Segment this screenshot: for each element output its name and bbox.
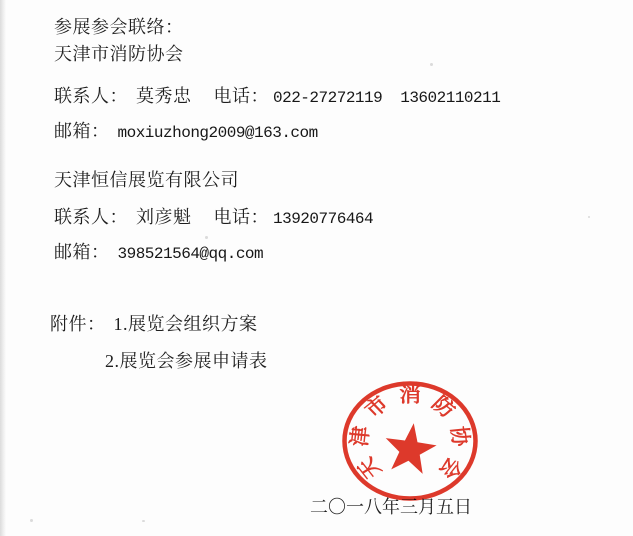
org1-phone-secondary: 13602110211 [400,89,501,107]
org1-name: 天津市消防协会 [54,44,184,64]
org1-phone-label: 电话： [213,86,269,106]
scan-speck [205,236,208,239]
document-date: 二〇一八年三月五日 [310,497,472,517]
attachments-line-2 [105,351,268,372]
seal-char-3: 市 [359,391,393,423]
org1-email: moxiuzhong2009@163.com [117,124,318,142]
official-seal [332,371,488,515]
scan-speck [588,216,590,218]
org1-email-label: 邮箱： [54,121,110,141]
heading-text: 参展参会联络： [54,17,184,37]
attachment-item-1: 1.展览会组织方案 [113,314,258,334]
org1-contact-line [54,86,500,107]
scan-speck [430,63,433,66]
scan-edge-shading [0,0,6,536]
org2-email-label: 邮箱： [54,242,110,262]
org1-email-line [54,121,318,142]
scan-speck [30,519,33,522]
attachments-line-1 [50,314,258,335]
seal-char-1: 天 [352,453,386,483]
red-star-icon [382,420,440,476]
scan-speck [142,520,145,522]
org1-name-line [54,44,184,65]
seal-char-4: 消 [399,383,421,407]
org2-phone-label: 电话： [213,207,269,227]
seal-char-2: 津 [346,425,374,448]
org2-email-line [54,242,263,263]
org1-contact-label: 联系人： [54,86,128,106]
org2-email: 398521564@qq.com [117,245,264,263]
org2-contact-name: 刘彦魁 [136,207,192,227]
org2-name-line [54,170,239,191]
seal-char-6: 协 [446,425,474,448]
seal-char-7: 会 [434,453,468,483]
org1-contact-name: 莫秀忠 [136,86,192,106]
contact-section-heading [54,17,184,38]
org2-phone-primary: 13920776464 [273,210,374,228]
org2-contact-label: 联系人： [54,207,128,227]
org1-phone-primary: 022-27272119 [273,89,383,107]
attachment-item-2: 2.展览会参展申请表 [105,351,268,371]
attachments-label: 附件： [50,314,106,334]
seal-char-5: 防 [427,391,461,423]
org2-name: 天津恒信展览有限公司 [54,170,239,190]
org2-contact-line [54,207,373,228]
